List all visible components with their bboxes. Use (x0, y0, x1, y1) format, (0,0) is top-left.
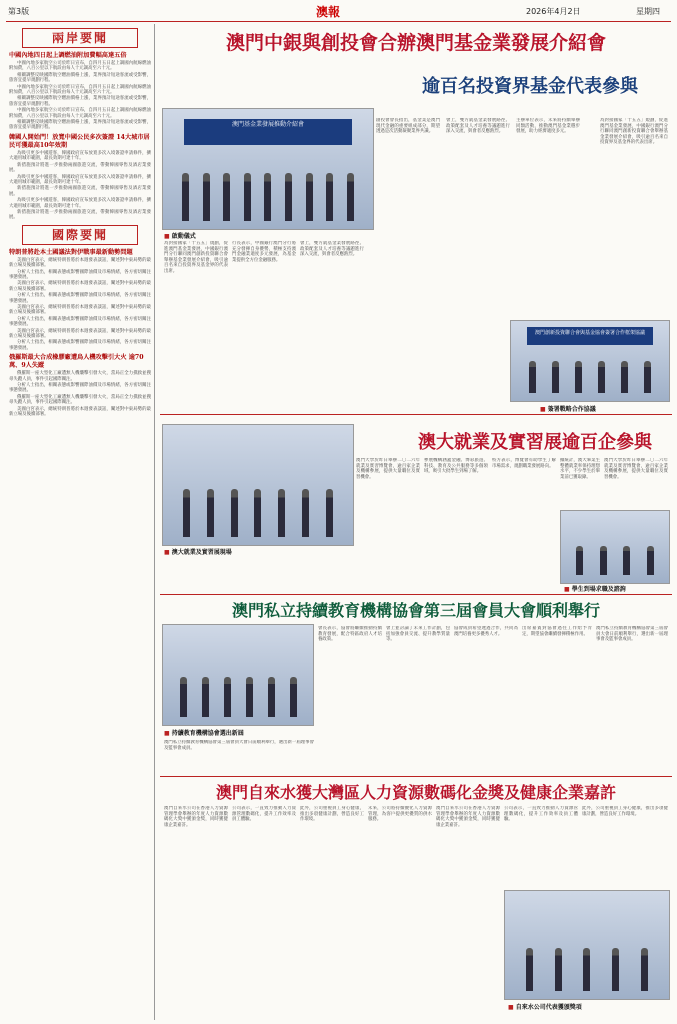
paragraph: 美國白宮表示，總統特朗普將於本週發表談話，闡述對中東局勢的最新立場及後續部署。 (9, 257, 151, 269)
divider (160, 776, 672, 777)
headline: 俄羅斯最大合成橡膠廠遭烏人機攻擊引大火 逾70萬、9人失蹤 (9, 354, 144, 370)
article-1-subheadline: 逾百名投資界基金代表參與 (422, 76, 638, 97)
article-text-column: 出席嘉賓對協會過往工作給予肯定，期望協會繼續發揮積極作用。 (522, 626, 592, 637)
paragraph: 中國內地多家航空公司於昨日宣布，自四月五日起上調國內航線燃油附加費，八百公里以下航段由每人十元調高至六十元。 (9, 108, 151, 119)
page-number: 第3版 (8, 7, 30, 16)
article-text-column: 澳門大學於昨日舉辦二〇二六年就業及實習博覽會，逾百家企業及機構參展，提供大量職位及實習機會。 (604, 458, 668, 480)
people-row (567, 546, 662, 575)
paragraph: 相關調整反映國際航空燃油價格上漲，業界預計短途客流或受影響，旅客宜提早規劃行程。 (9, 72, 151, 84)
article-text-column: 未來，公司將持續優化人力資源管理，為客戶提供更優質的供水服務。 (368, 806, 432, 823)
masthead: 澳報 (316, 5, 341, 19)
article-3-headline: 澳門私立持續教育機構協會第三屆會員大會順利舉行 (231, 601, 600, 620)
people-row (176, 173, 361, 221)
paragraph: 分析人士指出，相關表態或影響國際油價及市場情緒，各方密切關注事態發展。 (9, 383, 151, 394)
article-text-column: 校方表示，博覽會有助學生了解市場需求，規劃職業發展路向。 (492, 458, 556, 469)
article-2-headline: 澳大就業及實習展逾百企參與 (418, 432, 652, 453)
article-4-headline: 澳門自來水獲大灣區人力資源數碼化金獎及健康企業嘉許 (215, 783, 616, 802)
photo-caption: ■ 學生到場求職及諮詢 (564, 584, 626, 593)
left-news-column (6, 24, 155, 1020)
article-text-column: 會長表示，協會將繼續推動持續教育發展，配合特區政府人才培養政策。 (318, 626, 382, 643)
weekday: 星期四 (636, 7, 660, 16)
article-text-column: 參展機構涵蓋金融、博彩旅遊、科技、教育及公共服務等多個領域，吸引大批學生到場了解。 (424, 458, 488, 475)
article-1-photo-signing (510, 320, 670, 402)
issue-date: 2026年4月2日 (526, 7, 581, 16)
people-row (520, 361, 659, 393)
paragraph: 美國白宮表示，總統特朗普將於本週發表談話，闡述對中東局勢的最新立場及後續部署。 (9, 328, 151, 340)
paragraph: 中國內地多家航空公司於昨日宣布，自四月五日起上調國內航線燃油附加費，八百公里以下航段由每人十元調高至六十元。 (9, 84, 151, 96)
paragraph: 相關調整反映國際航空燃油價格上漲，業界預計短途客流或受影響，旅客宜提早規劃行程。 (9, 120, 151, 131)
photo-caption: ■ 啟動儀式 (164, 231, 196, 240)
article-text-column: 公司表示，一直致力推動人力資源管理數碼化，提升工作效率及員工體驗。 (504, 806, 578, 823)
signing-banner: 澳門創新投資聯合會與基金協會簽署合作框架協議 (527, 327, 653, 345)
paragraph: 相關調整反映國際航空燃油價格上漲，業界預計短途客流或受影響，旅客宜提早規劃行程。 (9, 96, 151, 107)
article-text-column: 澳門大學於昨日舉辦二〇二六年就業及實習博覽會，逾百家企業及機構參展，提供大量職位及實習機會。 (356, 458, 420, 480)
article-text-column: 據統計，澳大畢業生整體就業率保持理想水平，不少學生於畢業前已獲取錄。 (560, 458, 600, 480)
paragraph: 俄羅斯一座大型化工廠遭無人機襲擊引發大火，當局正全力撲救並搜尋失蹤人員，事件引起國際關注。 (9, 371, 151, 382)
article-text-column: 為對接國家「十五五」規劃，促進澳門基金業發展，中國銀行澳門分行聯同澳門創新投資聯合會舉辦基金業發展介紹會，吸引逾百名來自投資界及基金界的代表出席。 (164, 241, 228, 274)
article-text-column: 行長表示，中國銀行澳門分行將充分發揮自身優勢，積極支持澳門金融業適度多元發展，為基金業提供全方位金融服務。 (232, 241, 296, 263)
article-text-column: 此外，公司重視員工身心健康，推出多項健康計劃，營造良好工作環境。 (582, 806, 668, 817)
event-banner: 澳門基金業發展推動介紹會 (184, 119, 352, 145)
photo-caption: ■ 持續教育機構協會選出新屆 (164, 728, 244, 737)
article-text-column: 澳門私立持續教育機構協會第三屆會員大會日前順利舉行，選出新一屆理事會及監事會成員。 (596, 626, 668, 643)
paragraph: 美國白宮表示，總統特朗普將於本週發表談話，闡述對中東局勢的最新立場及後續部署。 (9, 406, 151, 418)
people-row (174, 489, 341, 537)
article-text-column: 會上並討論了未來工作計劃，包括加強會員交流、提升教學質量等。 (386, 626, 450, 643)
article-1-headline: 澳門中銀與創投會合辦澳門基金業發展介紹會 (225, 32, 606, 54)
headline: 特朗普將赴本土國議法對伊戰事最新動勢問題 (9, 248, 133, 256)
paragraph: 美國白宮表示，總統特朗普將於本週發表談話，闡述對中東局勢的最新立場及後續部署。 (9, 305, 151, 316)
article-text-column: 公司表示，一直致力推動人力資源管理數碼化，提升工作效率及員工體驗。 (232, 806, 296, 823)
section-header-international: 國際要聞 (22, 225, 138, 245)
paragraph: 分析人士指出，相關表態或影響國際油價及市場情緒，各方密切關注事態發展。 (9, 316, 151, 328)
article-text-column: 此外，公司重視員工身心健康，推出多項健康計劃，營造良好工作環境。 (300, 806, 364, 823)
photo-caption: ■ 簽署戰略合作協議 (540, 404, 596, 413)
divider (160, 414, 672, 415)
paragraph: 分析人士指出，相關表態或影響國際油價及市場情緒，各方密切關注事態發展。 (9, 269, 151, 280)
paragraph: 為吸引更多中國遊客，韓國政府宣布放寬多次入境簽證申請條件，擴大適用城市範圍，最長效期可達十年。 (9, 174, 151, 185)
page-header (6, 3, 671, 22)
paragraph: 新措施預計將進一步推動兩國旅遊交流，帶動韓國零售及酒店業發展。 (9, 209, 151, 221)
article-2-photo-booth (560, 510, 670, 584)
paragraph: 為吸引更多中國遊客，韓國政府宣布放寬多次入境簽證申請條件，擴大適用城市範圍，最長效期可達十年。 (9, 198, 151, 209)
article-2-photo-fair (162, 424, 354, 546)
divider (160, 594, 672, 595)
paragraph: 俄羅斯一座大型化工廠遭無人機襲擊引發大火，當局正全力撲救並搜尋失蹤人員，事件引起國際關注。 (9, 394, 151, 406)
article-4-photo-award (504, 890, 670, 1000)
photo-caption: ■ 澳大就業及實習展現場 (164, 547, 232, 556)
article-3-photo-meeting (162, 624, 314, 726)
article-text-column: 澳門私立持續教育機構協會第三屆會員大會日前順利舉行，選出新一屆理事會及監事會成員。 (164, 740, 314, 751)
paragraph: 中國內地多家航空公司於昨日宣布，自四月五日起上調國內航線燃油附加費，八百公里以下航段由每人十元調高至六十元。 (9, 61, 151, 72)
article-text-column: 澳門自來水公司在香港人力資源管理學會舉辦的年度人力資源數碼化大獎中獲頒金獎，同時獲健康企業嘉許。 (164, 806, 228, 828)
article-text-column: 為對接國家「十五五」規劃，促進澳門基金業發展，中國銀行澳門分行聯同澳門創新投資聯合會舉辦基金業發展介紹會，吸引逾百名來自投資界及基金界的代表出席。 (600, 118, 668, 146)
people-row (172, 677, 304, 717)
article-text-column: 協會成員希望透過合作，共同為澳門培養更多優秀人才。 (454, 626, 518, 637)
article-text-column: 創投會會長指出，基金業是澳門現代金融的重要組成部分，期望透過是次活動凝聚業界共識。 (376, 118, 440, 135)
paragraph: 分析人士指出，相關表態或影響國際油價及市場情緒，各方密切關注事態發展。 (9, 293, 151, 304)
article-1-photo-launch (162, 108, 374, 230)
paragraph: 分析人士指出，相關表態或影響國際油價及市場情緒，各方密切關注事態發展。 (9, 340, 151, 351)
section-header-cross-strait: 兩岸要聞 (22, 28, 138, 48)
article-text-column: 會上，雙方就基金業發展路徑、政策配套及人才培養等議題進行深入交流，與會者反應熱烈。 (300, 241, 364, 258)
paragraph: 新措施預計將進一步推動兩國旅遊交流，帶動韓國零售及酒店業發展。 (9, 162, 151, 174)
article-text-column: 會上，雙方就基金業發展路徑、政策配套及人才培養等議題進行深入交流，與會者反應熱烈。 (446, 118, 510, 135)
paragraph: 美國白宮表示，總統特朗普將於本週發表談話，闡述對中東局勢的最新立場及後續部署。 (9, 281, 151, 292)
headline: 中國內地四日起上調燃油附加費幅高達五倍 (9, 52, 127, 59)
people-row (515, 948, 659, 991)
paragraph: 為吸引更多中國遊客，韓國政府宣布放寬多次入境簽證申請條件，擴大適用城市範圍，最長效期可達十年。 (9, 150, 151, 162)
photo-caption: ■ 自來水公司代表獲頒獎項 (508, 1002, 582, 1011)
article-text-column: 主辦單位表示，未來將持續舉辦同類活動，推動澳門基金業穩步發展，助力經濟適度多元。 (516, 118, 580, 135)
paragraph: 新措施預計將進一步推動兩國旅遊交流，帶動韓國零售及酒店業發展。 (9, 186, 151, 197)
headline: 韓國人開始門！放寬中國公民多次簽證 14大城市居民可獲最高10年效期 (9, 133, 150, 149)
article-text-column: 澳門自來水公司在香港人力資源管理學會舉辦的年度人力資源數碼化大獎中獲頒金獎，同時獲健康企業嘉許。 (436, 806, 500, 828)
